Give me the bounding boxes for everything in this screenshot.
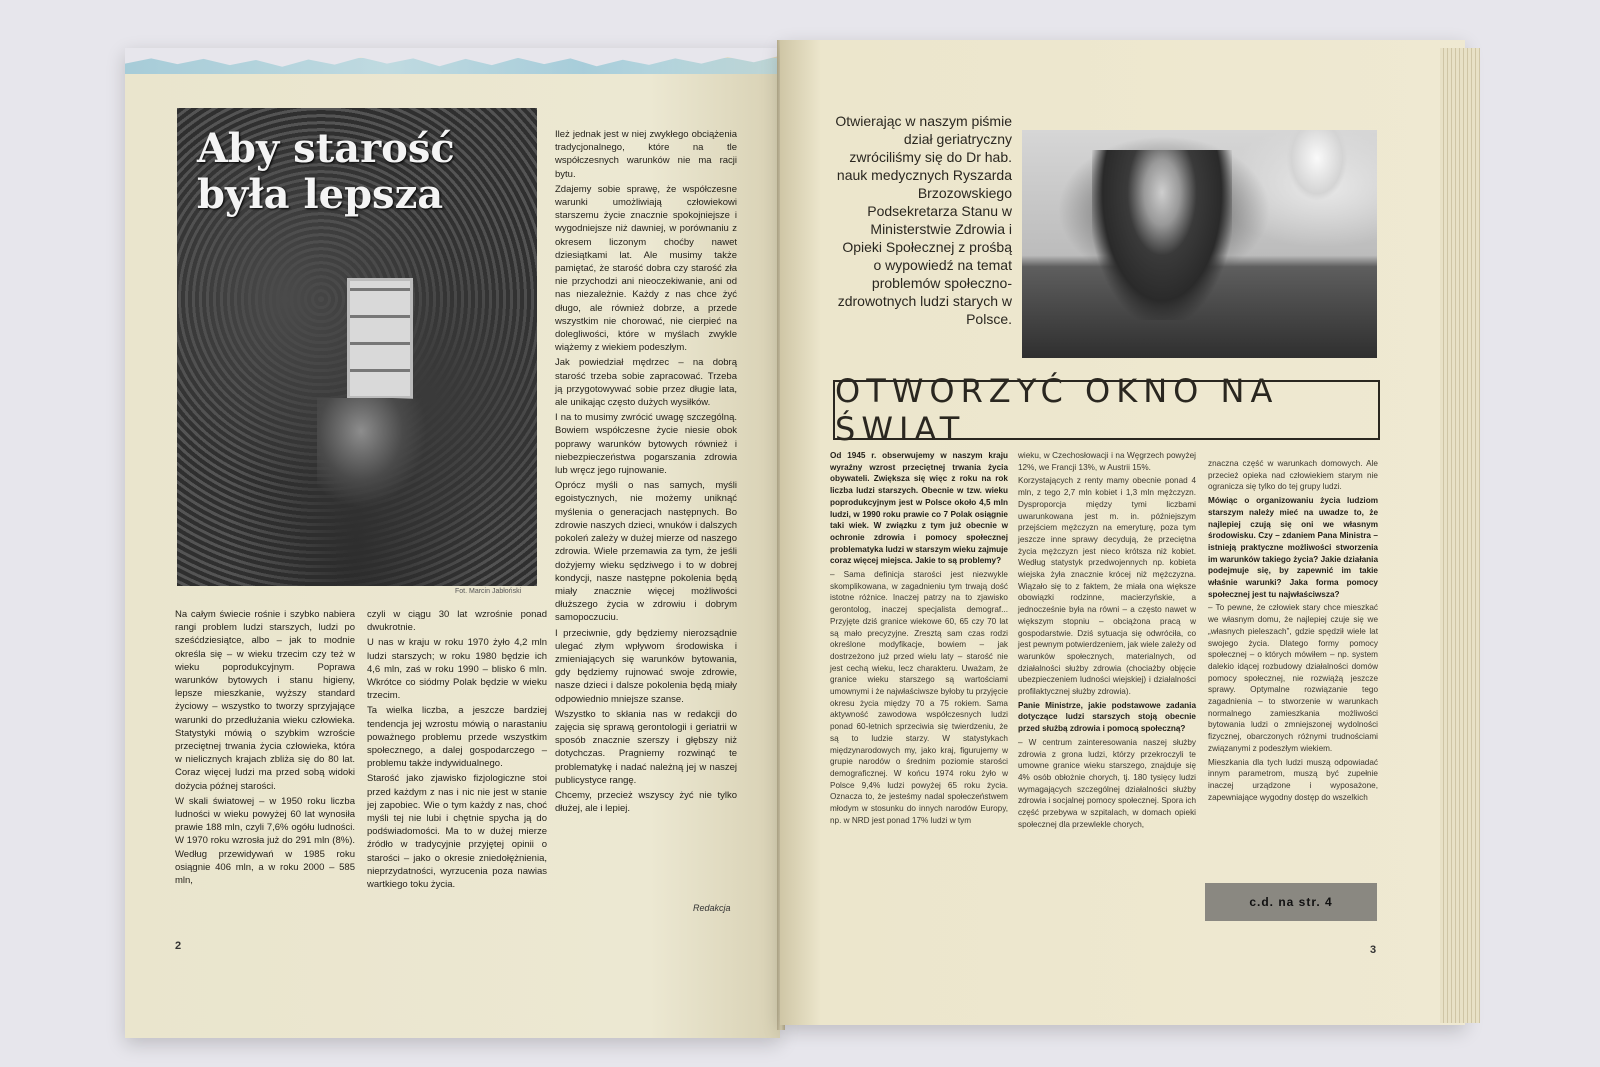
paragraph: Na całym świecie rośnie i szybko nabiera rangi problem ludzi starszych, ludzi po sześćdziesiątce, albo – jak to modnie określa się – w wieku trzecim czy też w wieku poprodukcyjnym. Poprawa warunków bytowych i stanu higieny, lepsze mieszkanie, wyższy standard życiowy – wszystko to tworzy sprzyjające warunki do przedłużania wieku człowieka. Statystyki mówią o szybkim wzroście przeciętnej trwania życia człowieka, która w nielicznych krajach zbliża się do 80 lat. Coraz więcej ludzi ma przed sobą widoki dożycia późnej starości.: [175, 609, 355, 792]
window-image: [347, 278, 413, 399]
paragraph: Od 1945 r. obserwujemy w naszym kraju wyraźny wzrost przeciętnej trwania życia obywateli. Zwiększa się więc z roku na rok liczba ludzi starszych. Obecnie w tzw. wieku poprodukcyjnym jest w Polsce około 4,5 mln ludzi, w 1990 roku prawie co 7 Polak osiągnie taki wiek. W związku z tym już obecnie w ochronie zdrowia i pomocy społecznej problematyka ludzi w starszym wieku zajmuje coraz więcej miejsca. Jakie to są problemy?: [830, 451, 1008, 566]
minister-photo: [1022, 130, 1377, 358]
page-number-left: 2: [175, 940, 182, 952]
seated-people-image: [317, 398, 427, 508]
paragraph: Korzystających z renty mamy obecnie ponad 4 mln, z tego 2,7 mln kobiet i 1,3 mln mężczyzn. Dysproporcja między tymi liczbami uwarunkowana jest m. in. późniejszym przejściem mężczyzn na emeryturę, poza tym jeszcze inne sprawy decydują, że przeciętna życia mężczyzn jest nieco krótsza niż kobiet. Według statystyk przedwojennych np. kobieta wiejska żyła znacznie krócej niż mężczyzna. Wiązało się to z faktem, że miała ona większe obowiązki rodzinne, macierzyńskie, a jednocześnie była na równi – a często nawet w większym stopniu – obciążona pracą w gospodarstwie. Dziś sytuacja się odwróciła, co jest pewnym potwierdzeniem, jak wiele zależy od warunków społecznych, materialnych, od działalności służby zdrowia (chociażby objęcie ubezpieczeniem ludności wiejskiej) i działalności profilaktycznej służby zdrowia).: [1018, 476, 1196, 697]
paragraph: Wszystko to skłania nas w redakcji do zajęcia się sprawą gerontologii i geriatrii w sposób znacznie szerszy i głębszy niż dotychczas. Pragniemy rozwinąć te problematykę i nadać należną jej w naszej publicystyce rangę.: [555, 708, 737, 786]
signature: Redakcja: [693, 903, 731, 913]
left-column-3: [555, 128, 737, 817]
left-column-2: [367, 608, 547, 893]
paragraph: I przeciwnie, gdy będziemy nierozsądnie ulegać złym wpływom środowiska i zmieniających się warunków bytowania, gdy będziemy rujnować swoje zdrowie, nasze dzieci i dalsze pokolenia będą miały odpowiednio mniejsze szanse.: [555, 627, 737, 705]
paragraph: Jak powiedział mędrzec – na dobrą starość trzeba sobie zapracować. Trzeba ją przygotowywać sobie przez długie lata, ale unikając często dużych wysiłków.: [555, 357, 737, 409]
paragraph: Panie Ministrze, jakie podstawowe zadania dotyczące ludzi starszych stoją obecnie przed służbą zdrowia i pomocą społeczną?: [1018, 700, 1196, 734]
paragraph: U nas w kraju w roku 1970 żyło 4,2 mln ludzi starszych; w roku 1980 będzie ich 4,6 mln, zaś w roku 1990 – blisko 6 mln. Wkrótce co siódmy Polak będzie w wieku trzecim.: [367, 637, 547, 702]
right-column-1: [830, 450, 1008, 829]
paragraph: Oprócz myśli o nas samych, myśli egoistycznych, nie możemy uniknąć myślenia o generacjach następnych. Bo zdrowie naszych dzieci, wnuków i dalszych pokoleń zależy w dużej mierze od naszego zdrowia. Wiele przemawia za tym, że jeśli dożyjemy wieku sędziwego i to w dobrej kondycji, nasze następne pokolenia będą miały znacznie więcej możliwości dłuższego życia w zdrowiu i dobrym samopoczuciu.: [555, 480, 737, 624]
paragraph: I na to musimy zwrócić uwagę szczególną. Bowiem współczesne życie niesie obok poprawy warunków bytowych również i niebezpieczeństwa pogarszania zdrowia lub wręcz jego rujnowanie.: [555, 412, 737, 477]
man-at-desk-image: [1092, 150, 1232, 320]
article-headline: Aby starość była lepsza: [197, 125, 455, 218]
photo-credit: Fot. Marcin Jabłoński: [455, 588, 522, 595]
paragraph: – Sama definicja starości jest niezwykle skomplikowana, w zagadnieniu tym trwają dość istotne różnice. Inaczej patrzy na to zjawisko gerontolog, inaczej specjalista demograf... Przyjęte dziś granice wiekowe 60, 65 czy 70 lat są mało precyzyjne. Zresztą sam czas rodzi określone modyfikacje, bowiem – jak dostrzeżono już przed wielu laty – starość nie jest cechą wieku, lecz charakteru. Uważam, że granice wieku starszego są wartościami umownymi i że najwłaściwsze byłoby tu przyjęcie okresu życia między 70 a 75 rokiem. Sama aktywność zawodowa współczesnych ludzi ponad 60-letnich sprzeciwia się twierdzeniu, że są to ludzie starzy. W statystykach międzynarodowych my, jako kraj, figurujemy w grupie narodów o średnim poziomie starości demograficznej. W końcu 1974 roku żyło w Polsce 9,4% ludzi powyżej 65 roku życia. Oznacza to, że jesteśmy nadal społeczeństwem młodym w stosunku do innych narodów Europy, np. w NRD jest ponad 17% ludzi w tym: [830, 570, 1008, 825]
paragraph: Starość jako zjawisko fizjologiczne stoi przed każdym z nas i nic nie jest w stanie jej zapobiec. Wie o tym każdy z nas, choć myśli tej nie lubi i chętnie spycha ją do podświadomości. Ma to w dużej mierze źródło w tradycyjnie przyjętej opinii o starości – jako o okresie zniedołężnienia, nieprzydatności, wyrzucenia poza nawias wartkiego toku życia.: [367, 773, 547, 891]
paragraph: znaczna część w warunkach domowych. Ale przecież opieka nad człowiekiem starym nie ogranicza się tylko do tej grupy ludzi.: [1208, 459, 1378, 492]
paragraph: Mówiąc o organizowaniu życia ludziom starszym należy mieć na uwadze to, że najlepiej czują się oni we własnym środowisku. Czy – zdaniem Pana Ministra – istnieją praktyczne możliwości stworzenia im warunków takiego życia? Jakie działania podejmuje się, by zapewnić im takie właśnie warunki? Jaka forma pomocy społecznej jest tu najwłaściwsza?: [1208, 496, 1378, 599]
garden-photo: [177, 108, 537, 586]
paragraph: Zdajemy sobie sprawę, że współczesne warunki umożliwiają człowiekowi starszemu życie znacznie spokojniejsze i wygodniejsze niż dawniej, w porównaniu z okresem liczonym choćby nawet dziesiątkami lat. Ale musimy także pamiętać, że starość dobra czy starość zła nie przychodzi ani nieoczekiwanie, ani od nas niezależnie. Każdy z nas chce żyć długo, ale również dobrze, a przede wszystkim nie chorować, nie cierpieć na dolegliwości, które w myślach zwykle wiążemy z wiekiem podeszłym.: [555, 183, 737, 354]
lamp-image: [1287, 130, 1347, 200]
left-page: [125, 48, 780, 1038]
right-column-2: [1018, 450, 1196, 833]
paragraph: – W centrum zainteresowania naszej służby zdrowia z grona ludzi, którzy przekroczyli te umowne granice wieku starszego, znajduje się 4% osób obłożnie chorych, tj. 180 tysięcy ludzi wymagających szczególnej działalności służby zdrowia i socjalnej pomocy społecznej. Spora ich część przebywa w szpitalach, w domach opieki społecznej dla przewlekle chorych,: [1018, 737, 1196, 829]
right-column-3: [1208, 458, 1378, 805]
intro-text: Otwierając w naszym piśmie dział geriatryczny zwróciliśmy się do Dr hab. nauk medycznych Ryszarda Brzozowskiego Podsekretarza Stanu w Ministerstwie Zdrowia i Opieki Społecznej z prośbą o wypowiedź na temat problemów społeczno-zdrowotnych ludzi starych w Polsce.: [835, 113, 1012, 327]
right-page: [780, 40, 1465, 1025]
paragraph: – To pewne, że człowiek stary chce mieszkać we własnym domu, że najlepiej czuje się we „własnych pieleszach”, gdzie spędził wiele lat swojego życia. Dlatego formy pomocy społecznej – o których mówiłem – np. system dalekio idącej rozbudowy działalności domów pomocy społecznej, nie rozwiążą jeszcze sprawy. Optymalne rozwiązanie tego zagadnienia – to stworzenie w warunkach normalnego zamieszkania możliwości bytowania ludzi o zmniejszonej wydolności fizycznej, obarczonych różnymi trudnościami związanymi z podeszłym wiekiem.: [1208, 603, 1378, 753]
left-column-1: [175, 608, 355, 889]
paragraph: Mieszkania dla tych ludzi muszą odpowiadać innym parametrom, muszą być zupełnie inaczej urządzone i wyposażone, zapewniające wygodny dostęp do wszelkich: [1208, 757, 1378, 802]
paragraph: czyli w ciągu 30 lat wzrośnie ponad dwukrotnie.: [367, 609, 547, 634]
interview-title: OTWORZYĆ OKNO NA ŚWIAT: [833, 380, 1380, 440]
paragraph: wieku, w Czechosłowacji i na Węgrzech powyżej 12%, we Francji 13%, w Austrii 15%.: [1018, 451, 1196, 472]
page-number-right: 3: [1370, 944, 1377, 956]
paragraph: Chcemy, przecież wszyscy żyć nie tylko dłużej, ale i lepiej.: [555, 789, 737, 815]
paragraph: Ta wielka liczba, a jeszcze bardziej tendencja jej wzrostu mówią o narastaniu poważnego problemu przede wszystkim społecznego, a dalej gospodarczego – problemu także indywidualnego.: [367, 705, 547, 770]
paragraph: Ileż jednak jest w niej zwykłego obciążenia tradycjonalnego, które na tle współczesnych warunków nie ma racji bytu.: [555, 129, 737, 180]
paragraph: W skali światowej – w 1950 roku liczba ludności w wieku powyżej 60 lat wynosiła prawie 188 mln, czyli 7,6% ogółu ludności. W 1970 roku wzrosła już do 291 mln (8%). Według przewidywań w 1985 roku osiągnie 406 mln, a w roku 2000 – 585 mln,: [175, 795, 355, 887]
page-stack-edge: [1440, 48, 1480, 1023]
continued-box: c.d. na str. 4: [1205, 883, 1377, 921]
